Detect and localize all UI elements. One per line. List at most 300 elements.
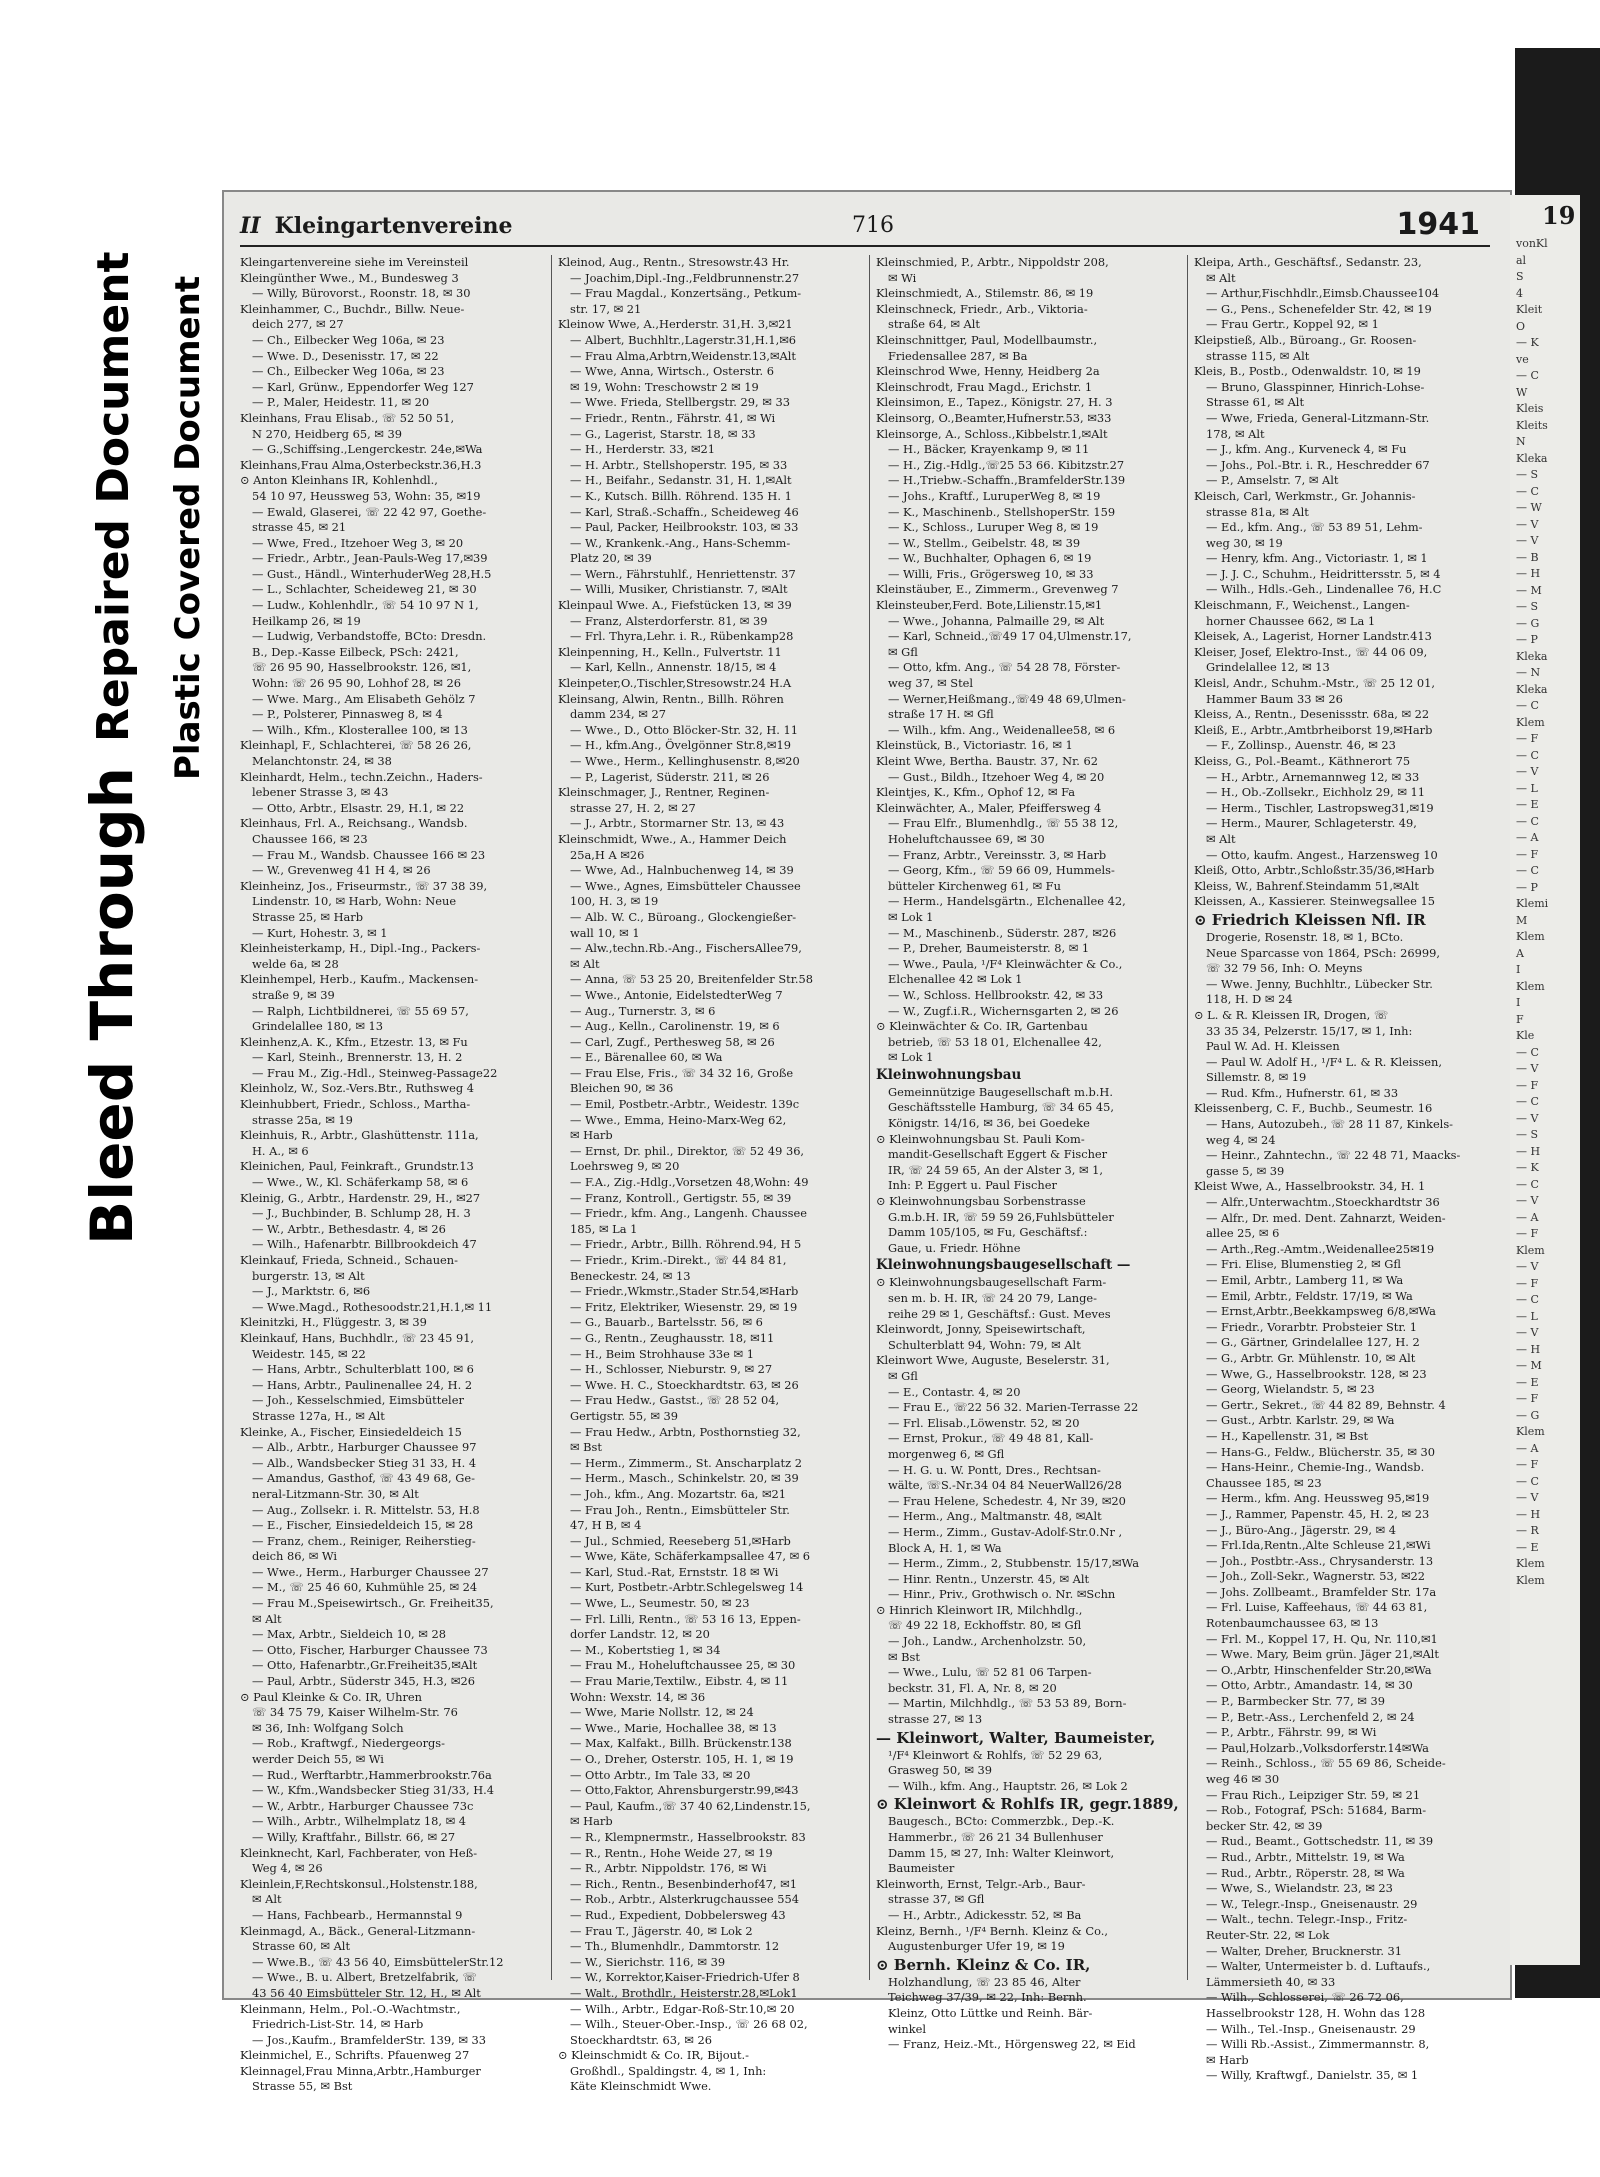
directory-entry: — Kurt, Hohestr. 3, ✉ 1 bbox=[252, 925, 388, 940]
adjacent-page-fragment: — L bbox=[1516, 1309, 1538, 1323]
directory-entry: straße 9, ✉ 39 bbox=[252, 987, 335, 1002]
adjacent-page-strip bbox=[1510, 195, 1580, 1965]
directory-entry: — Alb., Arbtr., Harburger Chaussee 97 bbox=[252, 1440, 477, 1455]
directory-entry: ✉ Gfl bbox=[888, 1368, 918, 1383]
adjacent-page-fragment: I bbox=[1516, 996, 1521, 1009]
directory-entry: — F., Zollinsp., Auenstr. 46, ✉ 23 bbox=[1206, 738, 1396, 753]
directory-entry: Kleingünther Wwe., M., Bundesweg 3 bbox=[240, 270, 459, 285]
adjacent-page-fragment: Kleka bbox=[1516, 451, 1548, 465]
directory-entry: strasse 115, ✉ Alt bbox=[1206, 348, 1310, 363]
directory-entry: — Walter, Dreher, Brucknerstr. 31 bbox=[1206, 1943, 1403, 1958]
directory-entry: Baumeister bbox=[888, 1861, 955, 1876]
directory-entry: str. 17, ✉ 21 bbox=[570, 301, 642, 316]
header-title: Kleingartenvereine bbox=[274, 213, 513, 239]
directory-entry: Schulterblatt 94, Wohn: 79, ✉ Alt bbox=[888, 1337, 1081, 1352]
directory-entry: Kleinlein,F,Rechtskonsul.,Holstenstr.188, bbox=[240, 1876, 478, 1891]
adjacent-page-fragment: — C bbox=[1516, 1293, 1539, 1306]
directory-entry: — W., Kfm.,Wandsbecker Stieg 31/33, H.4 bbox=[252, 1783, 495, 1798]
directory-entry: — Wilh., Hdls.-Geh., Lindenallee 76, H.C bbox=[1206, 582, 1442, 597]
directory-entry: — Walter, Untermeister b. d. Luftaufs., bbox=[1206, 1959, 1431, 1974]
directory-entry: Kleintjes, K., Kfm., Ophof 12, ✉ Fa bbox=[876, 785, 1076, 800]
adjacent-page-fragment: — C bbox=[1516, 814, 1539, 828]
directory-entry: becker Str. 42, ✉ 39 bbox=[1206, 1818, 1323, 1833]
directory-entry: Hasselbrookstr 128, H. Wohn das 128 bbox=[1206, 2005, 1426, 2020]
directory-entry: — Wwe., Lulu, ☏ 52 81 06 Tarpen- bbox=[888, 1665, 1092, 1680]
directory-entry: — Wilh., Arbtr., Wilhelmplatz 18, ✉ 4 bbox=[252, 1814, 466, 1829]
directory-entry: — G., Bauarb., Bartelsstr. 56, ✉ 6 bbox=[570, 1315, 763, 1330]
directory-entry: Kleinhans,Frau Alma,Osterbeckstr.36,H.3 bbox=[240, 457, 482, 472]
adjacent-page-fragment: — C bbox=[1516, 699, 1539, 712]
directory-entry: — Friedr., Rentn., Fährstr. 41, ✉ Wi bbox=[570, 410, 776, 425]
adjacent-page-fragment: — F bbox=[1516, 1276, 1539, 1290]
directory-entry: — Otto, Arbtr., Amandastr. 14, ✉ 30 bbox=[1206, 1678, 1413, 1693]
adjacent-page-fragment: — C bbox=[1516, 1474, 1539, 1488]
directory-entry: Kleinhuis, R., Arbtr., Glashüttenstr. 111a, bbox=[240, 1128, 479, 1143]
directory-entry: ✉ Bst bbox=[570, 1440, 602, 1455]
adjacent-page-fragment: O bbox=[1516, 319, 1526, 333]
directory-entry: — P., Dreher, Baumeisterstr. 8, ✉ 1 bbox=[888, 941, 1090, 956]
directory-entry: — Friedr., Arbtr., Jean-Pauls-Weg 17,✉39 bbox=[252, 551, 488, 566]
directory-entry: Damm 15, ✉ 27, Inh: Walter Kleinwort, bbox=[888, 1845, 1115, 1860]
directory-entry: Kleinwordt, Jonny, Speisewirtschaft, bbox=[876, 1322, 1086, 1337]
directory-entry: — Jos.,Kaufm., BramfelderStr. 139, ✉ 33 bbox=[252, 2032, 486, 2047]
directory-entry: Gaue, u. Friedr. Höhne bbox=[888, 1240, 1021, 1255]
directory-entry: — P., Arbtr., Fährstr. 99, ✉ Wi bbox=[1206, 1725, 1377, 1740]
adjacent-page-fragment: — V bbox=[1516, 765, 1539, 778]
directory-entry: Kleinz, Bernh., ¹/F⁴ Bernh. Kleinz & Co., bbox=[876, 1923, 1109, 1938]
directory-entry: Damm 105/105, ✉ Fu, Geschäftsf.: bbox=[888, 1225, 1088, 1240]
directory-entry: — Friedr.,Wkmstr.,Stader Str.54,✉Harb bbox=[570, 1284, 799, 1299]
directory-entry: — Johs., Pol.-Btr. i. R., Heschredder 67 bbox=[1206, 457, 1430, 472]
directory-entry: — Ludwig, Verbandstoffe, BCto: Dresdn. bbox=[252, 629, 487, 644]
column-divider bbox=[869, 255, 870, 1980]
directory-entry: — Otto, Arbtr., Elsastr. 29, H.1, ✉ 22 bbox=[252, 800, 465, 815]
directory-entry: damm 234, ✉ 27 bbox=[570, 707, 666, 722]
directory-entry: — W., Arbtr., Bethesdastr. 4, ✉ 26 bbox=[252, 1221, 446, 1236]
directory-entry: — Wwe., Agnes, Eimsbütteler Chaussee bbox=[570, 878, 801, 893]
adjacent-page-fragment: — F bbox=[1516, 1458, 1539, 1471]
adjacent-page-fragment: — V bbox=[1516, 1111, 1539, 1125]
adjacent-page-fragment: — N bbox=[1516, 666, 1541, 679]
adjacent-page-fragment: — V bbox=[1516, 1194, 1539, 1207]
directory-entry: — Werner,Heißmang.,☏49 48 69,Ulmen- bbox=[888, 691, 1126, 706]
directory-entry: Hoheluftchaussee 69, ✉ 30 bbox=[888, 831, 1045, 846]
directory-entry: 100, H. 3, ✉ 19 bbox=[570, 894, 659, 909]
directory-entry: ⊙ Bernh. Kleinz & Co. IR, bbox=[876, 1955, 1091, 1974]
directory-entry: — H.,Triebw.-Schaffn.,BramfelderStr.139 bbox=[888, 473, 1126, 488]
directory-entry: Kleinstück, B., Victoriastr. 16, ✉ 1 bbox=[876, 738, 1073, 753]
directory-entry: Kleinhans, Frau Elisab., ☏ 52 50 51, bbox=[240, 410, 455, 425]
directory-entry: 43 56 40 Eimsbütteler Str. 12, H., ✉ Alt bbox=[252, 1985, 481, 2000]
directory-entry: — J., Arbtr., Stormarner Str. 13, ✉ 43 bbox=[570, 816, 785, 831]
section-heading: Kleinwohnungsbaugesellschaft — bbox=[876, 1257, 1131, 1274]
directory-entry: — Herm., Zimmerm., St. Anscharplatz 2 bbox=[570, 1455, 802, 1470]
directory-entry: — H., Arbtr., Arnemannweg 12, ✉ 33 bbox=[1206, 769, 1420, 784]
directory-entry: Kleinmagd, A., Bäck., General-Litzmann- bbox=[240, 1923, 476, 1938]
directory-entry: — G., Gärtner, Grindelallee 127, H. 2 bbox=[1206, 1335, 1420, 1350]
directory-entry: — Alb. W. C., Büroang., Glockengießer- bbox=[570, 909, 797, 924]
directory-entry: Kleinitzki, H., Flüggestr. 3, ✉ 39 bbox=[240, 1315, 427, 1330]
directory-entry: Grindelallee 12, ✉ 13 bbox=[1206, 660, 1330, 675]
directory-entry: — Friedr., Arbtr., Billh. Röhrend.94, H 5 bbox=[570, 1237, 802, 1252]
adjacent-page-fragment: — A bbox=[1516, 1210, 1539, 1224]
directory-entry: Wohn: ☏ 26 95 90, Lohhof 28, ✉ 26 bbox=[252, 676, 461, 691]
directory-entry: gasse 5, ✉ 39 bbox=[1206, 1163, 1285, 1178]
directory-entry: — Frl. Thyra,Lehr. i. R., Rübenkamp28 bbox=[570, 629, 794, 644]
directory-entry: — Emil, Arbtr., Feldstr. 17/19, ✉ Wa bbox=[1206, 1288, 1413, 1303]
directory-entry: Holzhandlung, ☏ 23 85 46, Alter bbox=[888, 1974, 1081, 1989]
directory-entry: ✉ Alt bbox=[570, 956, 600, 971]
directory-entry: — Hinr. Rentn., Unzerstr. 45, ✉ Alt bbox=[888, 1571, 1090, 1586]
adjacent-page-fragment: — H bbox=[1516, 1342, 1541, 1356]
adjacent-page-fragment: — M bbox=[1516, 583, 1542, 597]
directory-entry: — J., kfm. Ang., Kurveneck 4, ✉ Fu bbox=[1206, 442, 1407, 457]
directory-entry: Rotenbaumchaussee 63, ✉ 13 bbox=[1206, 1616, 1379, 1631]
directory-entry: — Frau E., ☏22 56 32. Marien-Terrasse 22 bbox=[888, 1400, 1139, 1415]
directory-entry: — Hans-Heinr., Chemie-Ing., Wandsb. bbox=[1206, 1460, 1425, 1475]
directory-entry: — Ed., kfm. Ang., ☏ 53 89 51, Lehm- bbox=[1206, 520, 1423, 535]
directory-entry: Kleinschrodt, Frau Magd., Erichstr. 1 bbox=[876, 379, 1093, 394]
directory-entry: Hammerbr., ☏ 26 21 34 Bullenhuser bbox=[888, 1830, 1103, 1844]
directory-entry: strasse 27, H. 2, ✉ 27 bbox=[570, 800, 696, 815]
directory-entry: Kleinschnittger, Paul, Modellbaumstr., bbox=[876, 332, 1098, 347]
directory-entry: Drogerie, Rosenstr. 18, ✉ 1, BCto. bbox=[1206, 929, 1404, 944]
directory-entry: strasse 25a, ✉ 19 bbox=[252, 1112, 353, 1127]
directory-entry: Kleinod, Aug., Rentn., Stresowstr.43 Hr. bbox=[558, 255, 790, 269]
directory-entry: — Frau Alma,Arbtrn,Weidenstr.13,✉Alt bbox=[570, 348, 797, 363]
directory-entry: weg 30, ✉ 19 bbox=[1206, 535, 1283, 550]
directory-entry: morgenweg 6, ✉ Gfl bbox=[888, 1446, 1005, 1461]
directory-entry: ✉ Alt bbox=[252, 1892, 282, 1907]
directory-entry: Loehrsweg 9, ✉ 20 bbox=[570, 1159, 680, 1174]
directory-entry: Kleinknecht, Karl, Fachberater, von Heß- bbox=[240, 1845, 478, 1860]
directory-entry: — Ludw., Kohlenhdlr., ☏ 54 10 97 N 1, bbox=[252, 598, 479, 613]
directory-entry: G.m.b.H. IR, ☏ 59 59 26,Fuhlsbütteler bbox=[888, 1209, 1114, 1224]
directory-entry: — W., Arbtr., Harburger Chaussee 73c bbox=[252, 1798, 474, 1813]
directory-entry: — Frau Rich., Leipziger Str. 59, ✉ 21 bbox=[1206, 1787, 1421, 1802]
directory-entry: — Wilh., Tel.-Insp., Gneisenaustr. 29 bbox=[1206, 2021, 1416, 2036]
page-header bbox=[240, 205, 1490, 247]
page-number: 716 bbox=[852, 213, 894, 238]
directory-entry: — Fri. Elise, Blumenstieg 2, ✉ Gfl bbox=[1206, 1257, 1401, 1272]
directory-entry: bütteler Kirchenweg 61, ✉ Fu bbox=[888, 878, 1061, 893]
column-2 bbox=[558, 255, 863, 2094]
directory-entry: Bleichen 90, ✉ 36 bbox=[570, 1081, 674, 1096]
directory-entry: — Otto,Faktor, Ahrensburgerstr.99,✉43 bbox=[570, 1783, 799, 1798]
directory-entry: Gemeinnützige Baugesellschaft m.b.H. bbox=[888, 1084, 1113, 1099]
directory-entry: Kleis, B., Postb., Odenwaldstr. 10, ✉ 19 bbox=[1194, 364, 1421, 379]
adjacent-page-fragment: — C bbox=[1516, 1095, 1539, 1108]
directory-entry: — Hans-G., Feldw., Blücherstr. 35, ✉ 30 bbox=[1206, 1444, 1436, 1459]
directory-entry: Gertigstr. 55, ✉ 39 bbox=[570, 1408, 679, 1423]
adjacent-page-fragment: Klem bbox=[1516, 1557, 1545, 1570]
directory-entry: — J. J. C., Schuhm., Heidrittersstr. 5, ✉ 4 bbox=[1206, 566, 1441, 581]
directory-entry: — Frl. M., Koppel 17, H. Qu, Nr. 110,✉1 bbox=[1206, 1631, 1438, 1646]
directory-entry: — W., Grevenweg 41 H 4, ✉ 26 bbox=[252, 863, 431, 878]
directory-entry: — Wwe, Ad., Halnbuchenweg 14, ✉ 39 bbox=[570, 863, 794, 878]
adjacent-page-fragment: — C bbox=[1516, 748, 1539, 762]
directory-entry: — Ralph, Lichtbildnerei, ☏ 55 69 57, bbox=[252, 1003, 469, 1018]
directory-entry: — Wwe. H. C., Stoeckhardtstr. 63, ✉ 26 bbox=[570, 1377, 799, 1392]
directory-entry: ☏ 26 95 90, Hasselbrookstr. 126, ✉1, bbox=[252, 660, 472, 675]
directory-entry: — J., Rammer, Papenstr. 45, H. 2, ✉ 23 bbox=[1206, 1506, 1430, 1521]
adjacent-page-fragment: — G bbox=[1516, 616, 1540, 630]
adjacent-page-fragment: — F bbox=[1516, 1078, 1539, 1092]
directory-entry: — L., Schlachter, Scheideweg 21, ✉ 30 bbox=[252, 582, 477, 597]
directory-entry: — Wern., Fährstuhlf., Henriettenstr. 37 bbox=[570, 566, 796, 581]
directory-entry: Kleinsimon, E., Tapez., Königstr. 27, H. 3 bbox=[876, 395, 1113, 410]
directory-entry: — Karl, Stud.-Rat, Ernststr. 18 ✉ Wi bbox=[570, 1564, 779, 1579]
directory-entry: Heilkamp 26, ✉ 19 bbox=[252, 613, 361, 628]
directory-entry: Kleinhempel, Herb., Kaufm., Mackensen- bbox=[240, 972, 479, 987]
adjacent-page-fragment: W bbox=[1516, 385, 1528, 399]
directory-entry: — Wwe, Fred., Itzehoer Weg 3, ✉ 20 bbox=[252, 535, 464, 550]
adjacent-page-fragment: — C bbox=[1516, 369, 1539, 382]
directory-entry: winkel bbox=[888, 2021, 927, 2036]
directory-entry: — Frau Helene, Schedestr. 4, Nr 39, ✉20 bbox=[888, 1493, 1126, 1508]
directory-entry: ✉ Harb bbox=[570, 1128, 613, 1143]
directory-entry: Kleinschmied, P., Arbtr., Nippoldstr 208, bbox=[876, 255, 1109, 269]
directory-entry: — Wwe. Jenny, Buchhltr., Lübecker Str. bbox=[1206, 976, 1433, 991]
directory-entry: — Frau M., Hoheluftchaussee 25, ✉ 30 bbox=[570, 1658, 796, 1673]
directory-entry: Friedensallee 287, ✉ Ba bbox=[888, 348, 1028, 363]
directory-entry: — W., Sierichstr. 116, ✉ 39 bbox=[570, 1954, 726, 1969]
directory-entry: — Wwe, Anna, Wirtsch., Osterstr. 6 bbox=[570, 364, 775, 379]
adjacent-page-fragment: — C bbox=[1516, 1045, 1539, 1059]
directory-entry: — Rich., Rentn., Besenbinderhof47, ✉1 bbox=[570, 1876, 797, 1891]
adjacent-page-fragment: 4 bbox=[1516, 286, 1523, 300]
adjacent-page-fragment: — S bbox=[1516, 468, 1539, 481]
directory-entry: N 270, Heidberg 65, ✉ 39 bbox=[252, 426, 402, 441]
directory-entry: Kleinhubbert, Friedr., Schloss., Martha- bbox=[240, 1097, 471, 1112]
directory-entry: Block A, H. 1, ✉ Wa bbox=[888, 1540, 1002, 1555]
directory-entry: 25a,H A ✉26 bbox=[570, 847, 645, 862]
directory-entry: Kleinpenning, H., Kelln., Fulvertstr. 11 bbox=[558, 644, 782, 659]
column-4 bbox=[1194, 255, 1499, 2083]
directory-entry: Kleinhammer, C., Buchdr., Billw. Neue- bbox=[240, 301, 465, 316]
directory-entry: — R., Rentn., Hohe Weide 27, ✉ 19 bbox=[570, 1845, 773, 1860]
directory-entry: — K., Maschinenb., StellshoperStr. 159 bbox=[888, 504, 1116, 519]
directory-entry: ☏ 34 75 79, Kaiser Wilhelm-Str. 76 bbox=[252, 1705, 458, 1720]
section-heading: Kleinwohnungsbau bbox=[876, 1066, 1022, 1083]
directory-entry: Neue Sparcasse von 1864, PSch: 26999, bbox=[1206, 945, 1440, 960]
directory-entry: — Gust., Arbtr. Karlstr. 29, ✉ Wa bbox=[1206, 1413, 1395, 1428]
directory-entry: — Wwe.B., ☏ 43 56 40, EimsbüttelerStr.12 bbox=[252, 1954, 504, 1969]
directory-entry: — G., Lagerist, Starstr. 18, ✉ 33 bbox=[570, 426, 756, 441]
adjacent-page-fragment: — V bbox=[1516, 1326, 1539, 1339]
directory-entry: — Wwe.Magd., Rothesoodstr.21,H.1,✉ 11 bbox=[252, 1299, 493, 1314]
directory-entry: — Georg, Kfm., ☏ 59 66 09, Hummels- bbox=[888, 863, 1115, 878]
directory-entry: — Otto, kfm. Ang., ☏ 54 28 78, Förster- bbox=[888, 660, 1121, 675]
directory-entry: — O., Dreher, Osterstr. 105, H. 1, ✉ 19 bbox=[570, 1752, 794, 1766]
adjacent-page-fragment: — K bbox=[1516, 1161, 1539, 1174]
directory-entry: ✉ Gfl bbox=[888, 644, 918, 659]
directory-entry: strasse 37, ✉ Gfl bbox=[888, 1892, 985, 1907]
directory-entry: — Paul, Kaufm.,☏ 37 40 62,Lindenstr.15, bbox=[570, 1798, 811, 1813]
directory-entry: allee 25, ✉ 6 bbox=[1206, 1226, 1280, 1241]
directory-entry: — Hans, Fachbearb., Hermannstal 9 bbox=[252, 1907, 463, 1922]
directory-entry: — Rob., Kraftwgf., Niedergeorgs- bbox=[252, 1736, 446, 1751]
directory-entry: Kleinwächter, A., Maler, Pfeiffersweg 4 bbox=[876, 800, 1102, 815]
directory-entry: Käte Kleinschmidt Wwe. bbox=[570, 2079, 712, 2094]
directory-entry: — Rob., Fotograf, PSch: 51684, Barm- bbox=[1206, 1803, 1427, 1818]
directory-entry: Inh: P. Eggert u. Paul Fischer bbox=[888, 1178, 1057, 1193]
directory-entry: — Willi, Musiker, Christianstr. 7, ✉Alt bbox=[570, 582, 788, 597]
directory-entry: — Max, Kalfakt., Billh. Brückenstr.138 bbox=[570, 1736, 792, 1751]
directory-entry: — Arthur,Fischhdlr.,Eimsb.Chaussee104 bbox=[1206, 286, 1440, 301]
directory-entry: — P., Lagerist, Süderstr. 211, ✉ 26 bbox=[570, 769, 770, 784]
directory-entry: ⊙ Kleinwohnungsbau Sorbenstrasse bbox=[876, 1194, 1086, 1209]
directory-entry: — Rud., Arbtr., Röperstr. 28, ✉ Wa bbox=[1206, 1865, 1405, 1880]
directory-entry: — H., Beifahr., Sedanstr. 31, H. 1,✉Alt bbox=[570, 473, 792, 488]
directory-entry: — M., Kobertstieg 1, ✉ 34 bbox=[570, 1642, 721, 1657]
directory-entry: Elchenallee 42 ✉ Lok 1 bbox=[888, 972, 1023, 987]
directory-entry: — Walt., Brothdlr., Heisterstr.28,✉Lok1 bbox=[570, 1985, 798, 2000]
directory-entry: Beneckestr. 24, ✉ 13 bbox=[570, 1268, 691, 1283]
directory-entry: B., Dep.-Kasse Eilbeck, PSch: 2421, bbox=[252, 644, 459, 659]
adjacent-page-fragment: Klem bbox=[1516, 930, 1545, 943]
directory-entry: — Alb., Wandsbecker Stieg 31 33, H. 4 bbox=[252, 1455, 477, 1470]
directory-entry: — Rud., Beamt., Gottschedstr. 11, ✉ 39 bbox=[1206, 1834, 1434, 1849]
directory-entry: — Albert, Buchhltr.,Lagerstr.31,H.1,✉6 bbox=[570, 332, 796, 347]
adjacent-page-fragment: — M bbox=[1516, 1359, 1542, 1372]
directory-entry: — Hans, Arbtr., Schulterblatt 100, ✉ 6 bbox=[252, 1362, 474, 1377]
directory-entry: — Carl, Zugf., Pertheswеg 58, ✉ 26 bbox=[570, 1034, 775, 1049]
directory-entry: Strasse 25, ✉ Harb bbox=[252, 909, 364, 924]
directory-entry: — Herm., Zimm., 2, Stubbenstr. 15/17,✉Wa bbox=[888, 1556, 1140, 1571]
directory-entry: — Herm., Maurer, Schlageterstr. 49, bbox=[1206, 816, 1417, 831]
directory-entry: welde 6a, ✉ 28 bbox=[252, 956, 339, 971]
directory-entry: Kleiss, A., Rentn., Desenissstr. 68a, ✉ 22 bbox=[1194, 707, 1430, 722]
adjacent-page-fragment: — H bbox=[1516, 567, 1541, 580]
adjacent-page-fragment: — P bbox=[1516, 633, 1538, 646]
directory-entry: — G.,Schiffsing.,Lengerckestr. 24e,✉Wa bbox=[252, 442, 483, 457]
adjacent-page-fragment: — C bbox=[1516, 484, 1539, 498]
directory-entry: — Frau T., Jägerstr. 40, ✉ Lok 2 bbox=[570, 1923, 753, 1938]
directory-entry: Grindelallee 180, ✉ 13 bbox=[252, 1019, 384, 1034]
directory-entry: — H., Schlosser, Nieburstr. 9, ✉ 27 bbox=[570, 1362, 773, 1377]
adjacent-page-fragment: — V bbox=[1516, 534, 1539, 547]
adjacent-page-fragment: Klem bbox=[1516, 1425, 1545, 1438]
directory-entry: ☏ 32 79 56, Inh: O. Meyns bbox=[1206, 961, 1363, 976]
directory-entry: strasse 27, ✉ 13 bbox=[888, 1712, 983, 1727]
directory-entry: deich 86, ✉ Wi bbox=[252, 1549, 338, 1564]
adjacent-page-fragment: Klem bbox=[1516, 1243, 1545, 1257]
directory-entry: — W., Korrektor,Kaiser-Friedrich-Ufer 8 bbox=[570, 1970, 800, 1985]
directory-entry: — Karl, Schneid.,☏49 17 04,Ulmenstr.17, bbox=[888, 629, 1132, 644]
directory-entry: — Wilh., kfm. Ang., Weidenallee58, ✉ 6 bbox=[888, 722, 1116, 737]
directory-entry: — K., Schloss., Luruper Weg 8, ✉ 19 bbox=[888, 520, 1099, 535]
directory-entry: Kleissen, A., Kassierer. Steinwegsallee 15 bbox=[1194, 894, 1436, 909]
adjacent-page-fragment: Kleka bbox=[1516, 682, 1548, 696]
directory-entry: Melanchtonstr. 24, ✉ 38 bbox=[252, 754, 392, 768]
adjacent-page-fragment: I bbox=[1516, 963, 1521, 976]
directory-entry: 47, H B, ✉ 4 bbox=[570, 1518, 642, 1533]
directory-entry: — J., Marktstr. 6, ✉6 bbox=[252, 1284, 371, 1299]
directory-entry: — H., Bäcker, Krayenkamp 9, ✉ 11 bbox=[888, 442, 1090, 457]
directory-entry: — P., Betr.-Ass., Lerchenfeld 2, ✉ 24 bbox=[1206, 1709, 1415, 1724]
directory-entry: straße 64, ✉ Alt bbox=[888, 317, 980, 332]
directory-entry: — Paul,Holzarb.,Volksdorferstr.14✉Wa bbox=[1206, 1740, 1429, 1755]
directory-entry: Kleinz, Otto Lüttke und Reinh. Bär- bbox=[888, 2005, 1093, 2020]
adjacent-page-fragment: Klem bbox=[1516, 1573, 1545, 1587]
directory-entry: Kleinpaul Wwe. A., Fiefstücken 13, ✉ 39 bbox=[558, 598, 792, 613]
directory-entry: — Willy, Kraftwgf., Danielstr. 35, ✉ 1 bbox=[1206, 2068, 1419, 2083]
directory-entry: — Frau M., Zig.-Hdl., Steinweg-Passage22 bbox=[252, 1065, 498, 1080]
directory-entry: — H. Arbtr., Stellshoperstr. 195, ✉ 33 bbox=[570, 457, 788, 472]
directory-entry: Paul W. Ad. H. Kleissen bbox=[1206, 1039, 1340, 1054]
directory-entry: — Friedr., Vorarbtr. Probsteier Str. 1 bbox=[1206, 1319, 1418, 1334]
directory-entry: Kleinhenz,A. K., Kfm., Etzestr. 13, ✉ Fu bbox=[240, 1034, 468, 1049]
directory-entry: — Alw.,techn.Rb.-Ang., FischersAllee79, bbox=[570, 941, 802, 956]
directory-entry: — Frl.Ida,Rentn.,Alte Schleuse 21,✉Wi bbox=[1206, 1538, 1431, 1553]
directory-entry: ⊙ Kleinwohnungsbaugesellschaft Farm- bbox=[876, 1275, 1107, 1290]
directory-entry: — Wwe, L., Seumestr. 50, ✉ 23 bbox=[570, 1596, 750, 1611]
directory-entry: — Frau M.,Speisewirtsch., Gr. Freiheit35, bbox=[252, 1596, 494, 1611]
directory-entry: reihe 29 ✉ 1, Geschäftsf.: Gust. Meves bbox=[888, 1306, 1111, 1321]
directory-entry: weg 46 ✉ 30 bbox=[1206, 1772, 1280, 1786]
directory-entry: — Herm., kfm. Ang. Heussweg 95,✉19 bbox=[1206, 1491, 1430, 1506]
directory-entry: — J., Buchbinder, B. Schlump 28, H. 3 bbox=[252, 1206, 471, 1221]
directory-entry: Baugesch., BCto: Commerzbk., Dep.-K. bbox=[888, 1814, 1115, 1829]
adjacent-page-fragment: — K bbox=[1516, 336, 1539, 349]
directory-entry: — Frau Else, Fris., ☏ 34 32 16, Große bbox=[570, 1065, 794, 1080]
directory-entry: ✉ Harb bbox=[570, 1814, 613, 1829]
directory-entry: 54 10 97, Heussweg 53, Wohn: 35, ✉19 bbox=[252, 488, 481, 503]
directory-entry: — Ernst,Arbtr.,Beekkampsweg 6/8,✉Wa bbox=[1206, 1304, 1436, 1319]
directory-entry: — Otto, Hafenarbtr.,Gr.Freiheit35,✉Alt bbox=[252, 1658, 478, 1673]
adjacent-page-fragment: al bbox=[1516, 253, 1527, 267]
directory-entry: Kleiß, Otto, Arbtr.,Schloßstr.35/36,✉Harb bbox=[1194, 863, 1435, 878]
directory-entry: — E., Bärenallee 60, ✉ Wa bbox=[570, 1050, 723, 1065]
directory-entry: — Friedr., kfm. Ang., Langenh. Chaussee bbox=[570, 1206, 807, 1221]
directory-entry: Kleiser, Josef, Elektro-Inst., ☏ 44 06 09, bbox=[1194, 644, 1428, 659]
directory-entry: — Paul W. Adolf H., ¹/F⁴ L. & R. Kleissen, bbox=[1206, 1054, 1442, 1069]
adjacent-page-fragment: — V bbox=[1516, 1491, 1539, 1504]
directory-entry: — Wwe. Mary, Beim grün. Jäger 21,✉Alt bbox=[1206, 1647, 1439, 1662]
directory-entry: Kleinig, G., Arbtr., Hardenstr. 29, H., ✉27 bbox=[240, 1190, 481, 1205]
adjacent-page-fragment: — H bbox=[1516, 1507, 1541, 1521]
directory-entry: Kleinmichel, E., Schrifts. Pfauenweg 27 bbox=[240, 2048, 470, 2063]
directory-entry: Sillemstr. 8, ✉ 19 bbox=[1206, 1070, 1307, 1085]
directory-entry: Kleinsang, Alwin, Rentn., Billh. Röhren bbox=[558, 691, 784, 706]
directory-entry: — Herm., Handelsgärtn., Elchenallee 42, bbox=[888, 894, 1126, 909]
directory-entry: — Frau Hedw., Gastst., ☏ 28 52 04, bbox=[570, 1393, 780, 1408]
directory-entry: ✉ Wi bbox=[888, 270, 917, 285]
directory-entry: Kleinichen, Paul, Feinkraft., Grundstr.13 bbox=[240, 1159, 474, 1174]
directory-entry: Augustenburger Ufer 19, ✉ 19 bbox=[888, 1939, 1065, 1954]
directory-entry: — Wwe, G., Hasselbrookstr. 128, ✉ 23 bbox=[1206, 1366, 1427, 1381]
directory-entry: — W., Buchhalter, Ophagen 6, ✉ 19 bbox=[888, 551, 1092, 566]
directory-entry: — Aug., Zollsekr. i. R. Mittelstr. 53, H.8 bbox=[252, 1502, 480, 1517]
adjacent-page-fragment: — B bbox=[1516, 550, 1539, 564]
directory-entry: — P., Polsterer, Pinnasweg 8, ✉ 4 bbox=[252, 707, 443, 722]
directory-entry: Kleinschmiedt, A., Stilemstr. 86, ✉ 19 bbox=[876, 286, 1094, 301]
directory-entry: — J., Büro-Ang., Jägerstr. 29, ✉ 4 bbox=[1206, 1522, 1396, 1537]
adjacent-page-fragment: — C bbox=[1516, 1177, 1539, 1191]
directory-entry: Friedrich-List-Str. 14, ✉ Harb bbox=[252, 2017, 424, 2032]
directory-entry: lebener Strasse 3, ✉ 43 bbox=[252, 785, 389, 800]
directory-entry: — Frl. Elisab.,Löwenstr. 52, ✉ 20 bbox=[888, 1415, 1080, 1430]
adjacent-page-fragment: S bbox=[1516, 270, 1524, 283]
adjacent-page-fragment: — F bbox=[1516, 847, 1539, 861]
directory-entry: — R., Arbtr. Nippoldstr. 176, ✉ Wi bbox=[570, 1861, 767, 1876]
directory-entry: — Johs. Zollbeamt., Bramfelder Str. 17a bbox=[1206, 1584, 1437, 1599]
directory-entry: ⊙ Kleinwohnungsbau St. Pauli Kom- bbox=[876, 1131, 1085, 1146]
directory-entry: — Frl. Lilli, Rentn., ☏ 53 16 13, Eppen- bbox=[570, 1611, 801, 1626]
directory-entry: — W., Zugf.i.R., Wichernsgarten 2, ✉ 26 bbox=[888, 1003, 1119, 1018]
directory-entry: — Arth.,Reg.-Amtm.,Weidenallee25✉19 bbox=[1206, 1241, 1435, 1256]
